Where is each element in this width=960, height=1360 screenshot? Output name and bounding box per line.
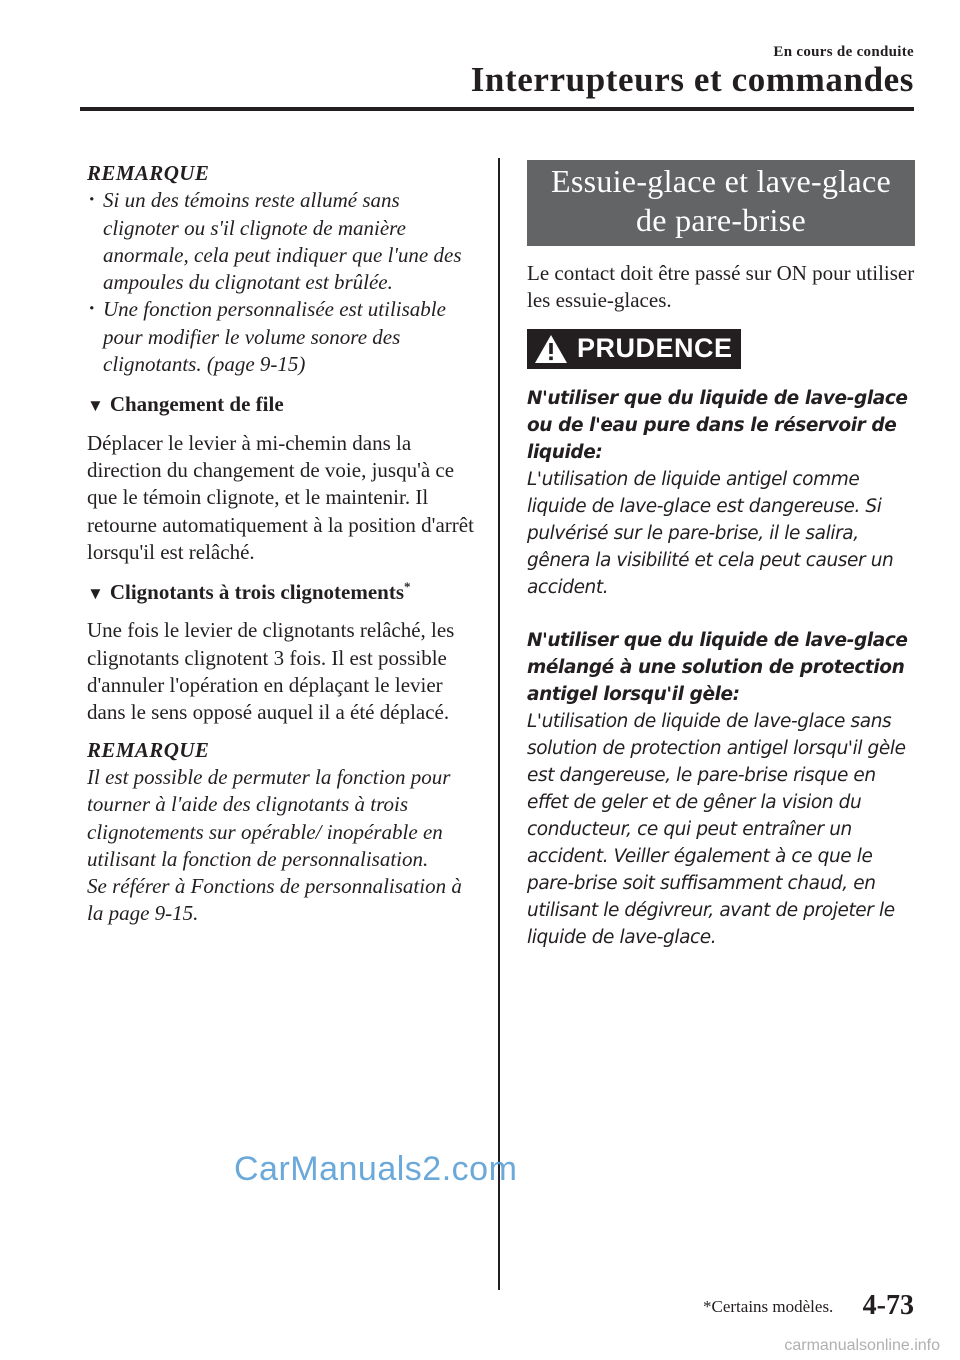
caution-label-text: PRUDENCE	[577, 332, 733, 363]
right-column	[527, 160, 915, 977]
lane-change-text: Déplacer le levier à mi-chemin dans la direction du changement de voie, jusqu'à ce que le témoin clignote, et le maintenir. Il retourne automatiquement à la position d'arrêt lorsqu'il est relâché.	[87, 430, 474, 564]
note-reference: Se référer à Fonctions de personnalisation à la page 9-15.	[87, 874, 462, 926]
warning-icon	[533, 333, 569, 365]
note-block	[87, 160, 479, 378]
caution-text: L'utilisation de liquide de lave-glace sans solution de protection antigel lorsqu'il gèle est dangereuse, le pare-brise risque en effet de geler et de gêner la vision du conducteur, ce qui peut entraîner un accident. Veiller également à ce que le pare-brise soit suffisamment chaud, en utilisant le dégivreur, avant de projeter le liquide de lave-glace.	[527, 710, 906, 948]
caution-label	[527, 329, 741, 369]
caution-text: L'utilisation de liquide antigel comme liquide de lave-glace est dangereuse. Si pulvérisé sur le pare-brise, il le salira, gênera la visibilité et cela peut causer un accident.	[527, 468, 894, 598]
triple-flash-heading	[87, 579, 479, 607]
page-title: Interrupteurs et commandes	[470, 60, 914, 99]
note-text: Il est possible de permuter la fonction pour tourner à l'aide des clignotants à trois clignotements sur opérable/ inopérable en utilisant la fonction de personnalisation.	[87, 764, 451, 871]
left-column	[87, 160, 479, 928]
note-bullet: · Une fonction personnalisée est utilisable pour modifier le volume sonore des clignotants. (page 9-15)	[87, 296, 479, 378]
note-title: REMARQUE	[87, 161, 210, 185]
triangle-marker-icon: ▼	[87, 396, 104, 416]
caution-item	[527, 385, 915, 601]
footer-note: *Certains modèles.	[703, 1297, 834, 1316]
caution-item	[527, 627, 915, 951]
page-number: 4-73	[862, 1290, 914, 1321]
note-title: REMARQUE	[87, 737, 210, 762]
lane-change-heading	[87, 391, 479, 419]
section-title: Essuie-glace et lave-glace de pare-brise	[527, 160, 915, 246]
site-watermark: carmanualsonline.info	[784, 1337, 940, 1354]
lane-change-heading-text: Changement de file	[109, 392, 284, 417]
header-rule	[80, 107, 914, 111]
caution-heading: N'utiliser que du liquide de lave-glace ou de l'eau pure dans le réservoir de liquide:	[527, 387, 908, 463]
caution-heading: N'utiliser que du liquide de lave-glace mélangé à une solution de protection antigel lorsqu'il gèle:	[527, 629, 908, 705]
wiper-intro: Le contact doit être passé sur ON pour utiliser les essuie-glaces.	[527, 261, 915, 313]
header-section: En cours de conduite	[773, 44, 914, 60]
column-divider	[498, 158, 500, 1290]
triple-flash-heading-text: Clignotants à trois clignotements	[109, 580, 405, 605]
triple-flash-text: Une fois le levier de clignotants relâché, les clignotants clignotent 3 fois. Il est possible d'annuler l'opération en déplaçant le levier dans le sens opposé auquel il a été déplacé.	[87, 618, 455, 725]
note-bullet: · Si un des témoins reste allumé sans clignoter ou s'il clignote de manière anormale, cela peut indiquer que l'une des ampoules du clignotant est brûlée.	[87, 187, 479, 296]
watermark: CarManuals2.com	[234, 1150, 518, 1188]
asterisk-mark: *	[404, 579, 411, 595]
triangle-marker-icon: ▼	[87, 584, 104, 604]
note-block	[87, 737, 479, 928]
caution-body	[527, 385, 915, 951]
